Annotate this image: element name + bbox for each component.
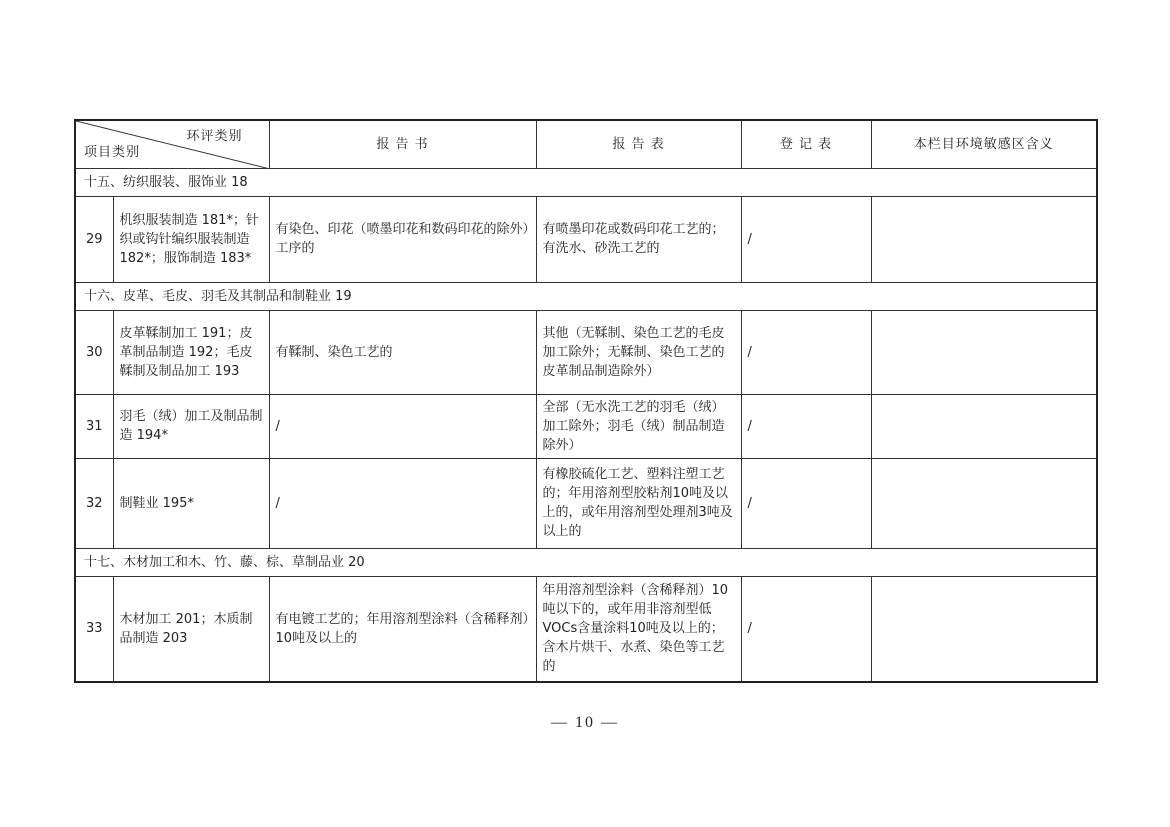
section-title: 十六、皮革、毛皮、羽毛及其制品和制鞋业 19 bbox=[75, 282, 1097, 310]
report-book-cell: 有电镀工艺的；年用溶剂型涂料（含稀释剂）10吨及以上的 bbox=[269, 576, 536, 682]
project-category-cell: 制鞋业 195* bbox=[113, 458, 269, 548]
project-category-cell: 木材加工 201；木质制品制造 203 bbox=[113, 576, 269, 682]
page-number: — 10 — bbox=[551, 714, 619, 731]
register-cell: / bbox=[741, 196, 871, 282]
project-category-label: 项目类别 bbox=[84, 144, 141, 160]
register-cell: / bbox=[741, 310, 871, 394]
project-category-cell: 羽毛（绒）加工及制品制造 194* bbox=[113, 394, 269, 458]
col-register-form: 登 记 表 bbox=[741, 120, 871, 168]
report-book-cell: 有鞣制、染色工艺的 bbox=[269, 310, 536, 394]
sensitive-area-cell bbox=[871, 310, 1097, 394]
project-classification-table bbox=[74, 119, 1098, 683]
project-category-cell: 机织服装制造 181*；针织或钩针编织服装制造 182*；服饰制造 183* bbox=[113, 196, 269, 282]
report-book-cell: / bbox=[269, 394, 536, 458]
report-book-cell: / bbox=[269, 458, 536, 548]
table-row bbox=[75, 196, 1097, 282]
col-sensitive-area: 本栏目环境敏感区含义 bbox=[871, 120, 1097, 168]
register-cell: / bbox=[741, 458, 871, 548]
sensitive-area-cell bbox=[871, 196, 1097, 282]
project-category-cell: 皮革鞣制加工 191；皮革制品制造 192；毛皮鞣制及制品加工 193 bbox=[113, 310, 269, 394]
section-row-16 bbox=[75, 282, 1097, 310]
row-number: 30 bbox=[75, 310, 113, 394]
table-row bbox=[75, 394, 1097, 458]
eia-category-label: 环评类别 bbox=[186, 129, 243, 144]
sensitive-area-cell bbox=[871, 458, 1097, 548]
row-number: 33 bbox=[75, 576, 113, 682]
table-row bbox=[75, 576, 1097, 682]
table-header-row bbox=[75, 120, 1097, 168]
row-number: 29 bbox=[75, 196, 113, 282]
col-report-book: 报 告 书 bbox=[269, 120, 536, 168]
report-form-cell: 全部（无水洗工艺的羽毛（绒）加工除外；羽毛（绒）制品制造除外） bbox=[536, 394, 741, 458]
report-book-cell: 有染色、印花（喷墨印花和数码印花的除外）工序的 bbox=[269, 196, 536, 282]
section-title: 十五、纺织服装、服饰业 18 bbox=[75, 168, 1097, 196]
section-row-15 bbox=[75, 168, 1097, 196]
report-form-cell: 有喷墨印花或数码印花工艺的；有洗水、砂洗工艺的 bbox=[536, 196, 741, 282]
sensitive-area-cell bbox=[871, 576, 1097, 682]
register-cell: / bbox=[741, 394, 871, 458]
report-form-cell: 有橡胶硫化工艺、塑料注塑工艺的；年用溶剂型胶粘剂10吨及以上的，或年用溶剂型处理剂3吨及以上的 bbox=[536, 458, 741, 548]
report-form-cell: 年用溶剂型涂料（含稀释剂）10吨以下的，或年用非溶剂型低VOCs含量涂料10吨及以上的；含木片烘干、水煮、染色等工艺的 bbox=[536, 576, 741, 682]
section-row-17 bbox=[75, 548, 1097, 576]
section-title: 十七、木材加工和木、竹、藤、棕、草制品业 20 bbox=[75, 548, 1097, 576]
table-row bbox=[75, 310, 1097, 394]
col-report-form: 报 告 表 bbox=[536, 120, 741, 168]
register-cell: / bbox=[741, 576, 871, 682]
sensitive-area-cell bbox=[871, 394, 1097, 458]
row-number: 32 bbox=[75, 458, 113, 548]
row-number: 31 bbox=[75, 394, 113, 458]
table-row bbox=[75, 458, 1097, 548]
diagonal-header-cell bbox=[75, 120, 269, 168]
report-form-cell: 其他（无鞣制、染色工艺的毛皮加工除外；无鞣制、染色工艺的皮革制品制造除外） bbox=[536, 310, 741, 394]
